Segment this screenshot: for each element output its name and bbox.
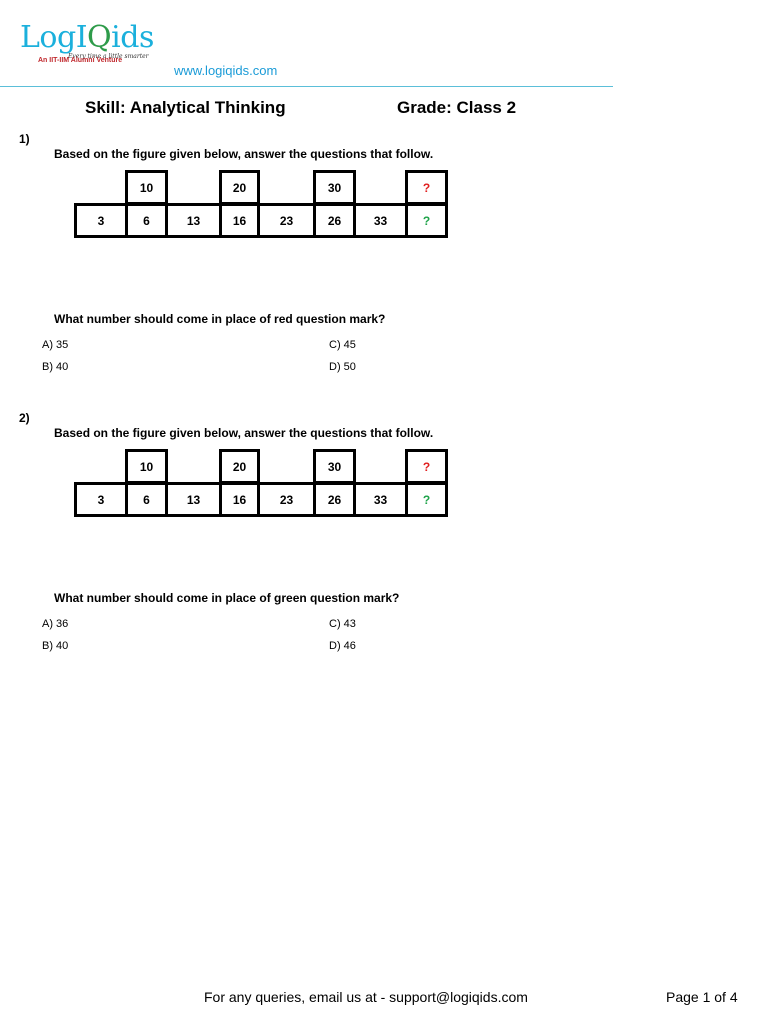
- logo-text-logi: LogI: [20, 20, 88, 55]
- option-b[interactable]: B) 40: [42, 361, 69, 373]
- figure-cell: 23: [257, 482, 316, 517]
- figure-cell: 33: [353, 203, 408, 238]
- number-figure: [74, 170, 449, 240]
- question-text: What number should come in place of green question mark?: [54, 591, 400, 605]
- question-number: 1): [19, 132, 30, 146]
- logo-text-q: Q: [87, 20, 112, 55]
- logiqids-logo: [20, 20, 154, 60]
- option-c[interactable]: C) 43: [329, 618, 356, 630]
- page-number: Page 1 of 4: [666, 989, 738, 1005]
- figure-cell: 3: [74, 482, 128, 517]
- figure-cell: 6: [125, 482, 168, 517]
- figure-cell: 16: [219, 203, 260, 238]
- figure-cell: 10: [125, 449, 168, 484]
- figure-cell: 30: [313, 170, 356, 205]
- skill-title: Skill: Analytical Thinking: [85, 98, 286, 117]
- figure-cell: 20: [219, 449, 260, 484]
- figure-cell: 26: [313, 482, 356, 517]
- figure-cell: 3: [74, 203, 128, 238]
- option-a[interactable]: A) 36: [42, 618, 69, 630]
- figure-cell: 16: [219, 482, 260, 517]
- footer-contact: For any queries, email us at - support@logiqids.com: [204, 989, 528, 1005]
- figure-cell: 6: [125, 203, 168, 238]
- green-question-mark: ?: [405, 482, 448, 517]
- question-instruction: Based on the figure given below, answer the questions that follow.: [54, 426, 434, 440]
- red-question-mark: ?: [405, 449, 448, 484]
- grade-title: Grade: Class 2: [397, 98, 517, 117]
- figure-cell: 33: [353, 482, 408, 517]
- figure-cell: 20: [219, 170, 260, 205]
- question-text: What number should come in place of red question mark?: [54, 312, 386, 326]
- red-question-mark: ?: [405, 170, 448, 205]
- option-c[interactable]: C) 45: [329, 339, 356, 351]
- figure-cell: 23: [257, 203, 316, 238]
- question-instruction: Based on the figure given below, answer the questions that follow.: [54, 147, 434, 161]
- figure-cell: 30: [313, 449, 356, 484]
- figure-cell: 13: [165, 482, 222, 517]
- option-a[interactable]: A) 35: [42, 339, 69, 351]
- green-question-mark: ?: [405, 203, 448, 238]
- logo-text-ids: ids: [111, 20, 154, 55]
- option-d[interactable]: D) 50: [329, 361, 356, 373]
- logo-tagline: Every time a little smarter: [68, 53, 149, 60]
- figure-cell: 13: [165, 203, 222, 238]
- option-d[interactable]: D) 46: [329, 640, 356, 652]
- figure-cell: 26: [313, 203, 356, 238]
- question-number: 2): [19, 411, 30, 425]
- website-link[interactable]: www.logiqids.com: [174, 63, 278, 78]
- number-figure: [74, 449, 449, 519]
- venture-text: An IIT-IIM Alumni Venture: [38, 57, 123, 64]
- logo-wordmark: [20, 22, 154, 54]
- figure-cell: 10: [125, 170, 168, 205]
- option-b[interactable]: B) 40: [42, 640, 69, 652]
- header-divider: [0, 86, 613, 87]
